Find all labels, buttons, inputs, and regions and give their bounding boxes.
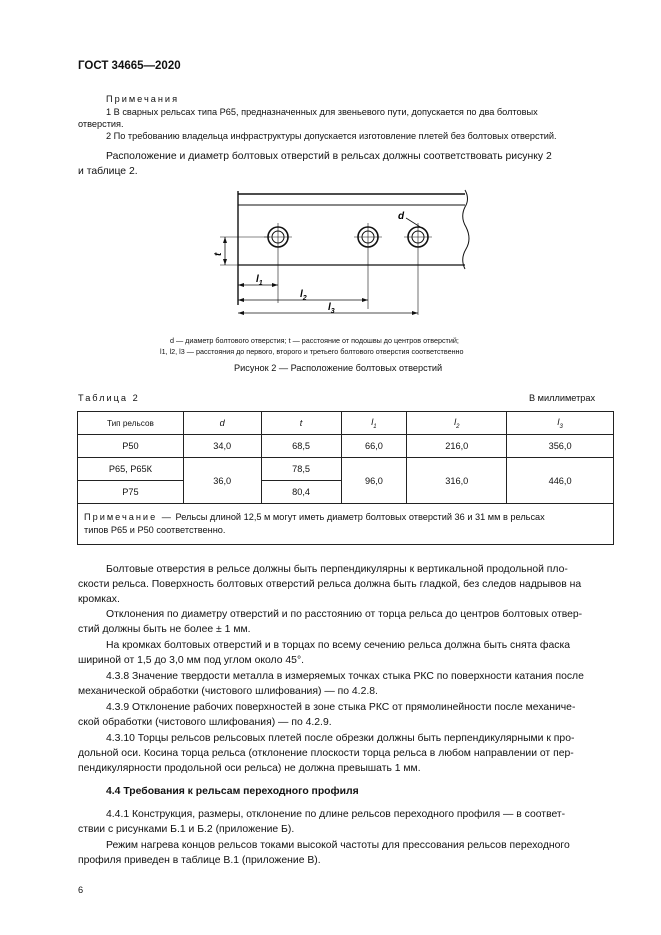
cell-d: 34,0 xyxy=(183,435,261,458)
table-row xyxy=(78,458,614,481)
para-1-line-1: Болтовые отверстия в рельсе должны быть перпендикулярны к вертикальной продольной пло- xyxy=(106,564,568,575)
bolt-hole-1 xyxy=(264,223,292,303)
label-d: d xyxy=(398,211,405,222)
intro-line-2: и таблице 2. xyxy=(78,166,138,177)
para-6-line-1: 4.3.10 Торцы рельсов рельсовых плетей после обрезки должны быть перпендикулярными к про- xyxy=(106,733,575,744)
cell-l3: 446,0 xyxy=(507,458,614,504)
para-2-line-2: стий должны быть не более ± 1 мм. xyxy=(78,624,251,635)
figure-caption: Рисунок 2 — Расположение болтовых отверстий xyxy=(234,363,443,373)
para-8-line-2: профиля приведен в таблице В.1 (приложение В). xyxy=(78,855,321,866)
para-6-line-2: дольной оси. Косина торца рельса (отклонение плоскости торца рельса в любом направлении от пер- xyxy=(78,748,574,759)
header-l1: $l_1$ xyxy=(341,412,407,435)
note-1-cont: отверстия. xyxy=(78,119,124,129)
section-heading-4-4: 4.4 Требования к рельсам переходного профиля xyxy=(106,786,359,797)
cell-l1: 96,0 xyxy=(341,458,407,504)
cell-l2: 316,0 xyxy=(407,458,507,504)
cell-l2: 216,0 xyxy=(407,435,507,458)
header-type: Тип рельсов xyxy=(78,412,184,435)
para-3-line-2: шириной от 1,5 до 3,0 мм под углом около 45°. xyxy=(78,655,305,666)
figure-bolt-holes xyxy=(200,185,490,325)
cell-type: Р50 xyxy=(78,435,184,458)
notes-title: Примечания xyxy=(106,94,180,104)
cell-type: Р75 xyxy=(78,481,184,504)
cell-t: 78,5 xyxy=(261,458,341,481)
cell-type: Р65, Р65К xyxy=(78,458,184,481)
figure-legend-1: d — диаметр болтового отверстия; t — расстояние от подошвы до центров отверстий; xyxy=(170,336,459,345)
header-l2: $l_2$ xyxy=(407,412,507,435)
page-number: 6 xyxy=(78,885,84,895)
para-7-line-1: 4.4.1 Конструкция, размеры, отклонение по длине рельсов переходного профиля — в соответ- xyxy=(106,809,566,820)
table-row xyxy=(78,435,614,458)
cell-l1: 66,0 xyxy=(341,435,407,458)
table-note: Примечание — Рельсы длиной 12,5 м могут иметь диаметр болтовых отверстий 36 и 31 мм в рельсах типов Р65 и Р50 соответственно. xyxy=(78,504,614,545)
para-1-line-2: скости рельса. Поверхность болтовых отверстий рельса должна быть гладкой, без следов надрывов на xyxy=(78,579,582,590)
header-l3: $l_3$ xyxy=(507,412,614,435)
note-2: 2 По требованию владельца инфраструктуры допускается изготовление плетей без болтовых отверстий. xyxy=(106,131,557,141)
table-note-row xyxy=(78,504,614,545)
label-t: t xyxy=(213,252,224,256)
table-title: Таблица 2 xyxy=(78,393,140,403)
document-header: ГОСТ 34665—2020 xyxy=(78,60,181,72)
header-d: d xyxy=(183,412,261,435)
para-4-line-1: 4.3.8 Значение твердости металла в измеряемых точках стыка РКС по поверхности катания после xyxy=(106,671,584,682)
table-header-row xyxy=(78,412,614,435)
para-8-line-1: Режим нагрева концов рельсов токами высокой частоты для прессования рельсов переходного xyxy=(106,840,570,851)
para-5-line-1: 4.3.9 Отклонение рабочих поверхностей в зоне стыка РКС от прямолинейности после механиче- xyxy=(106,702,576,713)
label-l2: $l_2$ xyxy=(300,289,307,302)
label-l3: $l_3$ xyxy=(328,302,335,315)
para-4-line-2: механической обработки (чистового шлифования) — по 4.2.8. xyxy=(78,686,378,697)
cell-d: 36,0 xyxy=(183,458,261,504)
para-7-line-2: ствии с рисунками Б.1 и Б.2 (приложение Б). xyxy=(78,824,295,835)
para-6-line-3: пендикулярности продольной оси рельса) не должна превышать 1 мм. xyxy=(78,763,421,774)
bolt-hole-2 xyxy=(354,223,382,309)
label-l1: $l_1$ xyxy=(256,274,263,287)
table-2 xyxy=(77,411,614,545)
header-t: t xyxy=(261,412,341,435)
para-2-line-1: Отклонения по диаметру отверстий и по расстоянию от торца рельса до центров болтовых отвер- xyxy=(106,609,583,620)
para-3-line-1: На кромках болтовых отверстий и в торцах по всему сечению рельса должна быть снята фаска xyxy=(106,640,570,651)
bolt-hole-3 xyxy=(404,218,432,315)
figure-legend-2: l1, l2, l3 — расстояния до первого, второго и третьего болтового отверстия соответственно xyxy=(160,347,464,356)
para-5-line-2: ской обработки (чистового шлифования) — по 4.2.9. xyxy=(78,717,332,728)
cell-l3: 356,0 xyxy=(507,435,614,458)
para-1-line-3: кромках. xyxy=(78,594,120,605)
intro-line-1: Расположение и диаметр болтовых отверстий в рельсах должны соответствовать рисунку 2 xyxy=(106,151,552,162)
cell-t: 68,5 xyxy=(261,435,341,458)
cell-t: 80,4 xyxy=(261,481,341,504)
note-1: 1 В сварных рельсах типа Р65, предназначенных для звеньевого пути, допускается по два болтовых xyxy=(106,107,538,117)
table-units: В миллиметрах xyxy=(529,393,596,403)
